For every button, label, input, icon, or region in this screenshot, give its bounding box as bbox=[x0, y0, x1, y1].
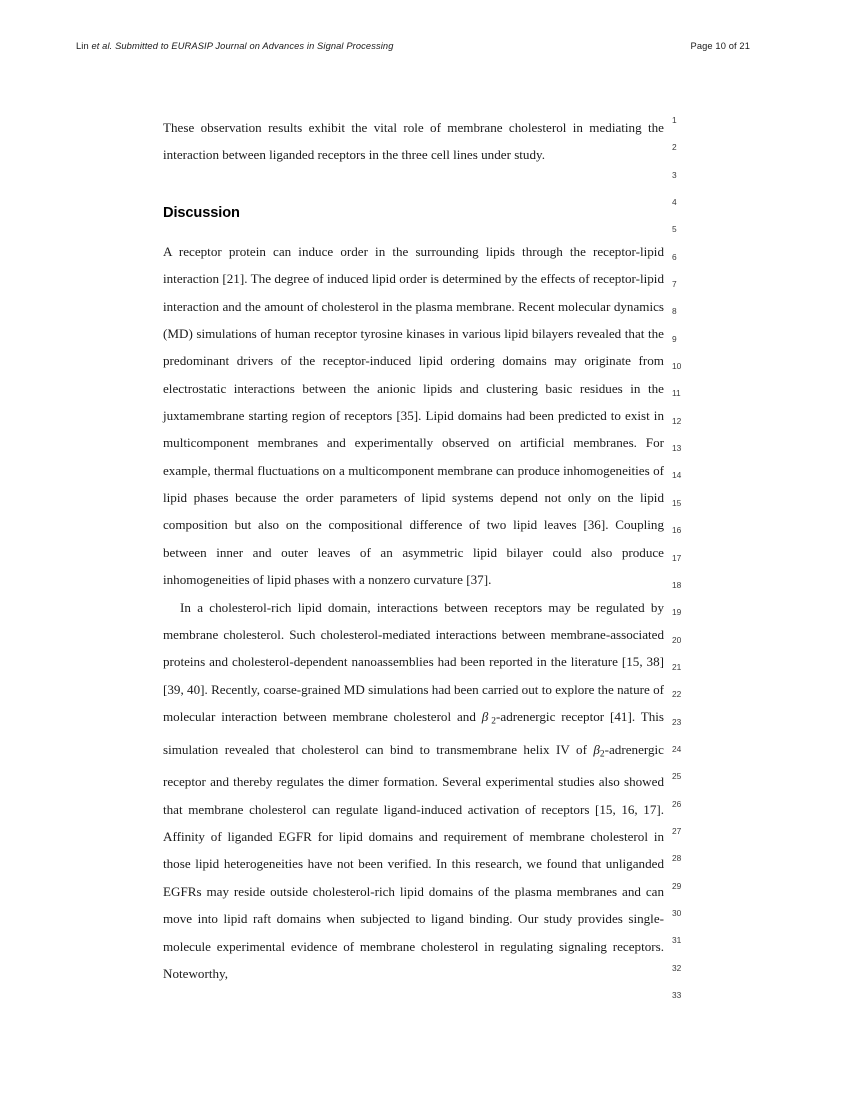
running-head-journal: et al. Submitted to EURASIP Journal on Advances in Signal Processing bbox=[91, 41, 394, 51]
line-number: 7 bbox=[672, 279, 677, 290]
line-number: 31 bbox=[672, 935, 682, 946]
line-number: 12 bbox=[672, 415, 682, 426]
line-number: 9 bbox=[672, 333, 677, 344]
line-number: 21 bbox=[672, 661, 682, 672]
line-number: 16 bbox=[672, 525, 682, 536]
line-number: 19 bbox=[672, 607, 682, 618]
paragraph-discussion-2-seg2: -adrenergic receptor [41]. This simulation revealed that cholesterol can bind to transmembrane helix IV of bbox=[163, 708, 664, 757]
paragraph-discussion-2-seg3: -adrenergic receptor and thereby regulates the dimer formation. Several experimental studies also showed that membrane cholesterol can regulate ligand-induced activation of receptors [15, 16, 17]. Affinity of liganded EGFR for lipid domains and requirement of membrane cholesterol in those lipid heterogeneities have not been verified. In this research, we found that unliganded EGFRs may reside outside cholesterol-rich lipid domains of the plasma membranes and can move into lipid raft domains when subjected to ligand binding. Our study provides single-molecule experimental evidence of membrane cholesterol in regulating signaling receptors. Noteworthy, bbox=[163, 741, 664, 981]
section-heading-discussion: Discussion bbox=[163, 204, 240, 221]
line-number: 33 bbox=[672, 990, 682, 1000]
line-number: 20 bbox=[672, 634, 682, 645]
line-number: 27 bbox=[672, 825, 682, 836]
line-number: 30 bbox=[672, 907, 682, 918]
beta-symbol-1: β bbox=[481, 708, 489, 724]
heading-spacer-below bbox=[163, 227, 664, 238]
running-head-page-label: Page 10 of 21 bbox=[690, 41, 750, 51]
paragraph-discussion-2 bbox=[163, 594, 664, 988]
line-number: 14 bbox=[672, 470, 682, 481]
text-column bbox=[163, 114, 664, 987]
beta-subscript-2: 2 bbox=[599, 749, 605, 760]
paragraph-discussion-1: A receptor protein can induce order in the surrounding lipids through the receptor-lipid interaction [21]. The degree of induced lipid order is determined by the effects of receptor-lipid interaction and the amount of cholesterol in the plasma membrane. Recent molecular dynamics (MD) simulations of human receptor tyrosine kinases in various lipid bilayers revealed that the predominant drivers of the receptor-induced lipid ordering domains may originate from electrostatic interactions between the anionic lipids and clustering basic residues in the juxtamembrane starting region of receptors [35]. Lipid domains had been predicted to exist in multicomponent membranes and experimentally observed on artificial membranes. For example, thermal fluctuations on a multicomponent membrane can produce inhomogeneities of lipid phases because the order parameters of lipid systems depend not only on the lipid composition but also on the compositional difference of two lipid leaves [36]. Coupling between inner and outer leaves of an asymmetric lipid bilayer could also produce inhomogeneities of lipid phases with a nonzero curvature [37]. bbox=[163, 244, 664, 588]
paragraph-opening: These observation results exhibit the vital role of membrane cholesterol in mediating the interaction between liganded receptors in the three cell lines under study. bbox=[163, 120, 664, 163]
line-number: 13 bbox=[672, 443, 682, 454]
line-number: 17 bbox=[672, 552, 682, 563]
line-number: 29 bbox=[672, 880, 682, 891]
line-number: 32 bbox=[672, 962, 682, 973]
line-number-gutter bbox=[672, 114, 698, 1016]
beta-symbol-2: β bbox=[593, 741, 600, 757]
line-number: 23 bbox=[672, 716, 682, 727]
line-number: 10 bbox=[672, 361, 682, 372]
line-number: 5 bbox=[672, 224, 677, 235]
line-number: 2 bbox=[672, 142, 677, 153]
running-head-author: Lin bbox=[76, 41, 92, 51]
line-number: 4 bbox=[672, 197, 677, 208]
line-number: 15 bbox=[672, 497, 682, 508]
paragraph-discussion-2-seg1: In a cholesterol-rich lipid domain, interactions between receptors may be regulated by membrane cholesterol. Such cholesterol-mediated interactions between membrane-associated proteins and cholesterol-dependent nanoassemblies had been reported in the literature [15, 38] [39, 40]. Recently, coarse-grained MD simulations had been carried out to explore the nature of molecular interaction between membrane cholesterol and bbox=[163, 599, 664, 724]
line-number: 6 bbox=[672, 251, 677, 262]
line-number: 25 bbox=[672, 771, 682, 782]
line-number: 18 bbox=[672, 579, 682, 590]
line-number: 24 bbox=[672, 743, 682, 754]
beta-subscript-1: 2 bbox=[491, 716, 497, 727]
line-number: 8 bbox=[672, 306, 677, 317]
heading-spacer-above bbox=[163, 169, 664, 200]
line-number: 1 bbox=[672, 115, 677, 125]
line-number: 22 bbox=[672, 689, 682, 700]
running-head-left bbox=[76, 41, 394, 51]
line-number: 11 bbox=[672, 388, 681, 399]
line-number: 26 bbox=[672, 798, 682, 809]
line-number: 3 bbox=[672, 169, 677, 180]
running-head bbox=[76, 41, 750, 57]
line-number: 28 bbox=[672, 853, 682, 864]
